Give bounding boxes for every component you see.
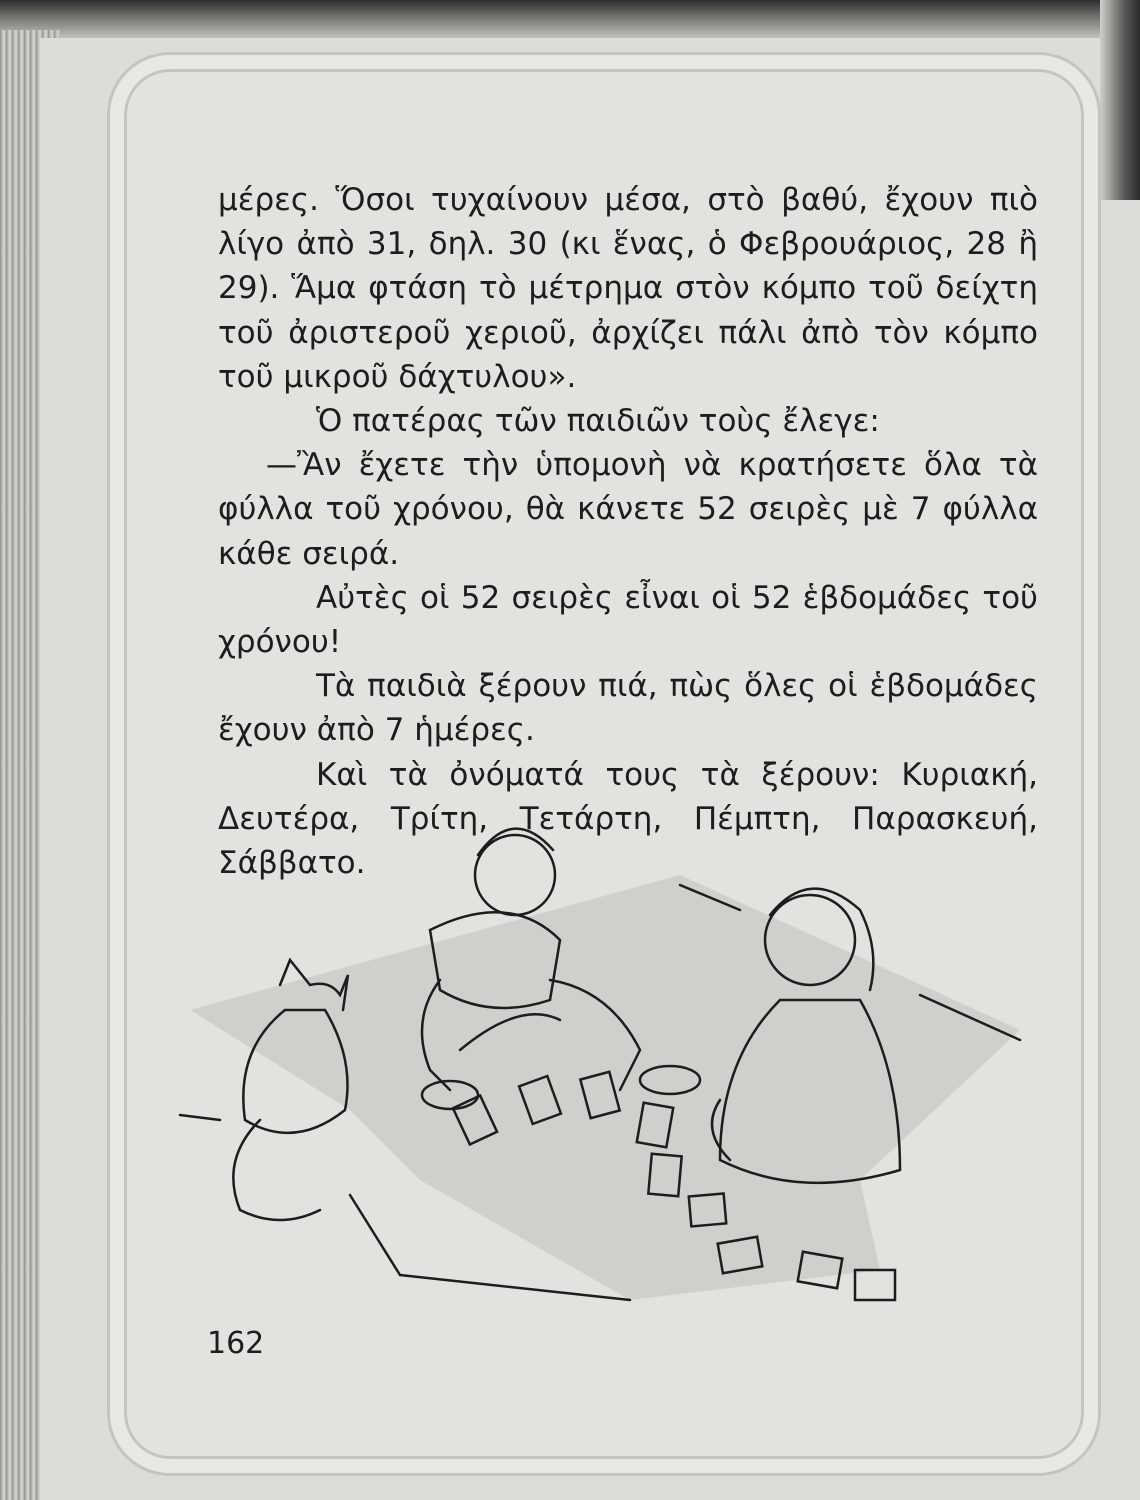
paragraph-5: Τὰ παιδιὰ ξέρουν πιά, πὼς ὅλες οἱ ἑβδομάδες ἔχουν ἀπὸ 7 ἡμέρες. bbox=[218, 668, 1038, 749]
paragraph-3: —Ἂν ἔχετε τὴν ὑπομονὴ νὰ κρατήσετε ὅλα τὰ φύλλα τοῦ χρόνου, θὰ κάνετε 52 σειρὲς μὲ 7 φύλλα κάθε σειρά. bbox=[218, 447, 1038, 572]
paragraph-2: Ὁ πατέρας τῶν παιδιῶν τοὺς ἔλεγε: bbox=[316, 403, 880, 440]
paragraph-6: Καὶ τὰ ὀνόματά τους τὰ ξέρουν: Κυριακή, Δευτέρα, Τρίτη, Τετάρτη, Πέμπτη, Παρασκευή, Σάββατο. bbox=[218, 756, 1038, 882]
paragraph-4: Αὐτὲς οἱ 52 σειρὲς εἶναι οἱ 52 ἑβδομάδες τοῦ χρόνου! bbox=[218, 579, 1038, 661]
page-number: 162 bbox=[207, 1326, 265, 1361]
book-top-shadow bbox=[0, 0, 1140, 40]
children-with-calendar-cards-icon bbox=[160, 800, 1050, 1320]
paragraph-1: μέρες. Ὅσοι τυχαίνουν μέσα, στὸ βαθύ, ἔχουν πιὸ λίγο ἀπὸ 31, δηλ. 30 (κι ἕνας, ὁ Φεβρουάριος, 28 ἢ 29). Ἅμα φτάση τὸ μέτρημα στὸν κόμπο τοῦ δείχτη τοῦ ἀριστεροῦ χεριοῦ, ἀρχίζει πάλι ἀπὸ τὸν κόμπο τοῦ μικροῦ δάχτυλου». bbox=[218, 182, 1038, 395]
body-text bbox=[218, 178, 1038, 885]
rug-shape bbox=[190, 875, 1020, 1300]
book-right-shadow bbox=[1100, 0, 1140, 200]
